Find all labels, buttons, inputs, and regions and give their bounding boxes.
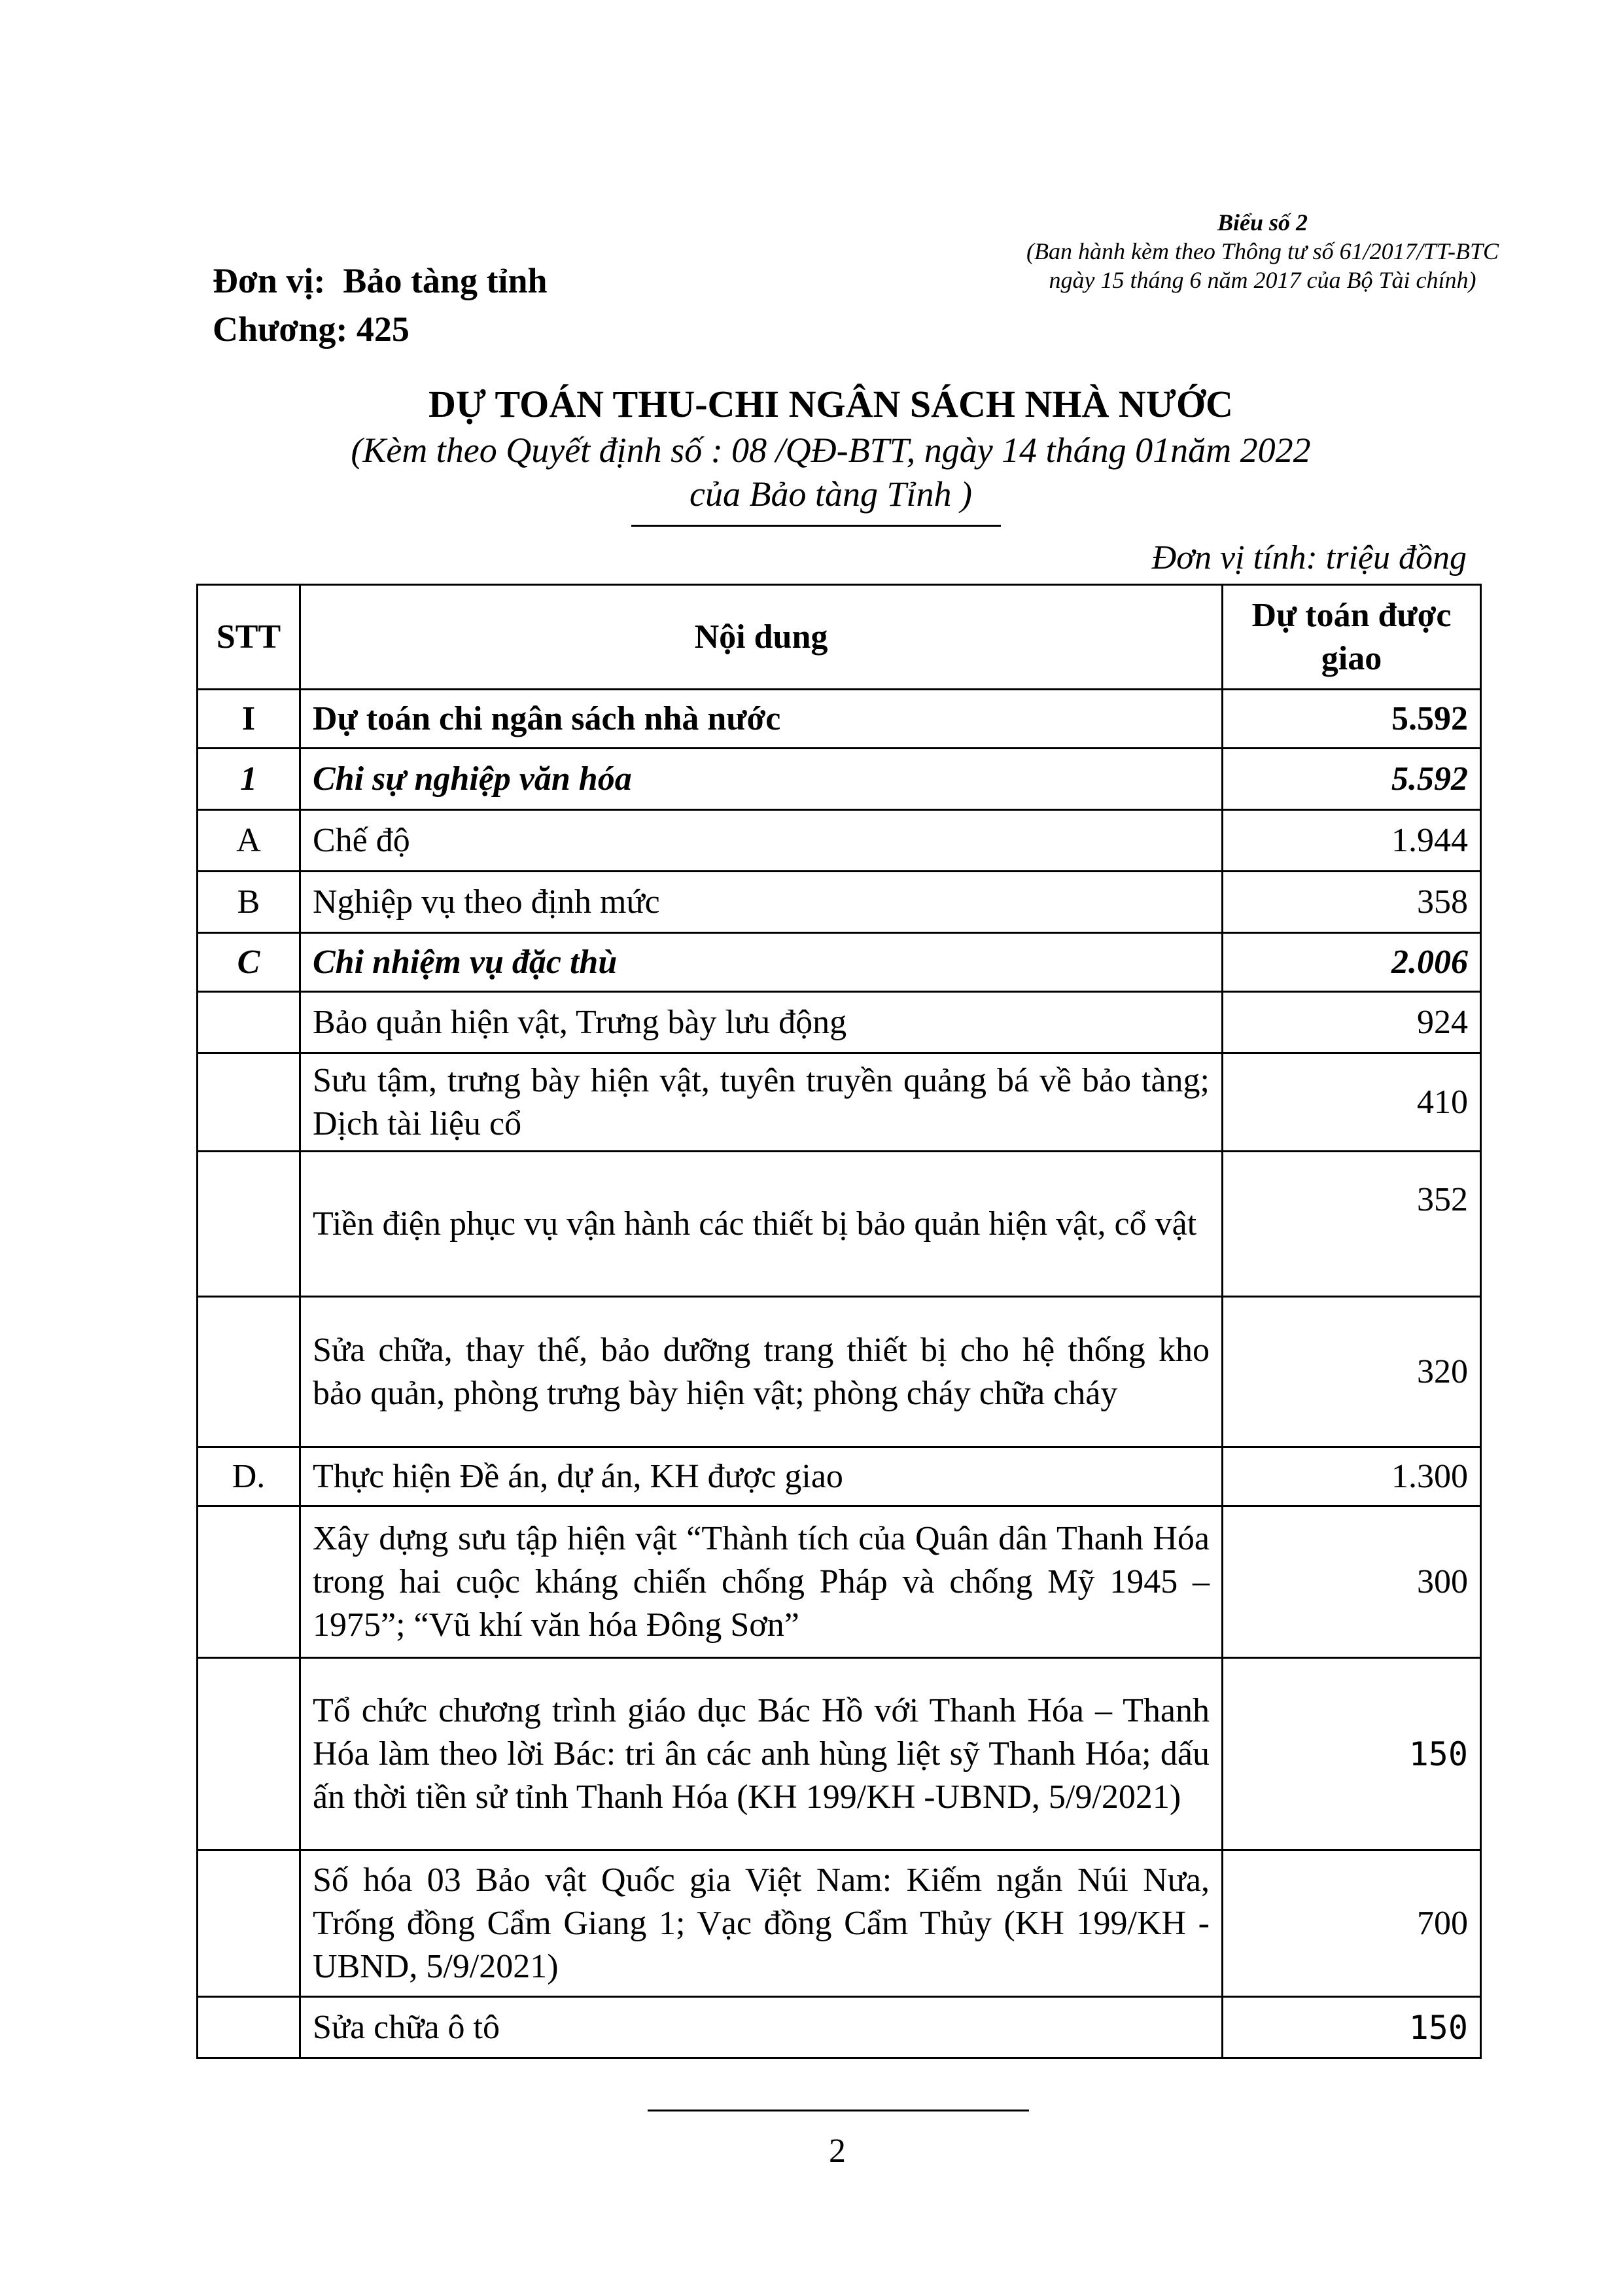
row-stt <box>198 992 300 1053</box>
row-stt: I <box>198 690 300 749</box>
table-row <box>198 1658 1481 1850</box>
row-content: Nghiệp vụ theo định mức <box>300 872 1223 933</box>
unit-value: Bảo tàng tỉnh <box>343 261 548 300</box>
table-row <box>198 933 1481 992</box>
row-content: Sửa chữa, thay thế, bảo dưỡng trang thiết bị cho hệ thống kho bảo quản, phòng trưng bày hiện vật; phòng cháy chữa cháy <box>300 1297 1223 1447</box>
unit-block <box>213 256 548 353</box>
row-stt <box>198 1297 300 1447</box>
row-amount: 150 <box>1223 1997 1481 2058</box>
title-underline <box>631 525 1001 527</box>
row-amount: 1.944 <box>1223 810 1481 872</box>
decision-issuer: của Bảo tàng Tỉnh ) <box>689 474 972 514</box>
row-amount: 320 <box>1223 1297 1481 1447</box>
table-row <box>198 1997 1481 2058</box>
table-row <box>198 1053 1481 1152</box>
table-row <box>198 1447 1481 1506</box>
row-amount: 352 <box>1223 1152 1481 1297</box>
header-amount <box>1223 585 1481 690</box>
form-issued-line2: ngày 15 tháng 6 năm 2017 của Bộ Tài chính) <box>1049 267 1476 293</box>
table-row <box>198 690 1481 749</box>
table-row <box>198 1152 1481 1297</box>
table-row <box>198 1506 1481 1658</box>
chapter-line <box>213 305 548 353</box>
row-amount: 410 <box>1223 1053 1481 1152</box>
table-header-row <box>198 585 1481 690</box>
form-number: Biểu số 2 <box>1217 209 1308 236</box>
row-content: Thực hiện Đề án, dự án, KH được giao <box>300 1447 1223 1506</box>
row-stt <box>198 1658 300 1850</box>
table-row <box>198 1850 1481 1997</box>
chapter-label: Chương: <box>213 309 348 349</box>
table-row <box>198 992 1481 1053</box>
row-content: Chế độ <box>300 810 1223 872</box>
row-content: Chi nhiệm vụ đặc thù <box>300 933 1223 992</box>
row-stt: D. <box>198 1447 300 1506</box>
header-amount-line1: Dự toán được <box>1251 596 1452 634</box>
row-stt: B <box>198 872 300 933</box>
row-stt: C <box>198 933 300 992</box>
row-stt: A <box>198 810 300 872</box>
table-row <box>198 749 1481 810</box>
row-content: Tổ chức chương trình giáo dục Bác Hồ với Thanh Hóa – Thanh Hóa làm theo lời Bác: tri ân các anh hùng liệt sỹ Thanh Hóa; dấu ấn thời tiền sử tỉnh Thanh Hóa (KH 199/KH -UBND, 5/9/2021) <box>300 1658 1223 1850</box>
table-row <box>198 872 1481 933</box>
table-row <box>198 810 1481 872</box>
row-amount: 5.592 <box>1223 690 1481 749</box>
row-stt <box>198 1053 300 1152</box>
header-amount-line2: giao <box>1321 639 1382 677</box>
row-content: Sưu tậm, trưng bày hiện vật, tuyên truyền quảng bá về bảo tàng; Dịch tài liệu cổ <box>300 1053 1223 1152</box>
row-amount: 2.006 <box>1223 933 1481 992</box>
row-content: Số hóa 03 Bảo vật Quốc gia Việt Nam: Kiếm ngắn Núi Nưa, Trống đồng Cẩm Giang 1; Vạc đồng Cẩm Thủy (KH 199/KH -UBND, 5/9/2021) <box>300 1850 1223 1997</box>
row-content: Sửa chữa ô tô <box>300 1997 1223 2058</box>
footer-rule <box>648 2110 1029 2111</box>
page-number: 2 <box>829 2132 846 2170</box>
row-amount: 300 <box>1223 1506 1481 1658</box>
row-amount: 700 <box>1223 1850 1481 1997</box>
currency-unit: Đơn vị tính: triệu đồng <box>1151 539 1467 576</box>
form-reference <box>955 208 1570 294</box>
row-content: Bảo quản hiện vật, Trưng bày lưu động <box>300 992 1223 1053</box>
header-stt: STT <box>198 585 300 690</box>
chapter-value: 425 <box>356 309 410 349</box>
row-amount: 150 <box>1223 1658 1481 1850</box>
unit-line <box>213 256 548 305</box>
document-title: DỰ TOÁN THU-CHI NGÂN SÁCH NHÀ NƯỚC <box>428 383 1233 425</box>
row-stt <box>198 1152 300 1297</box>
row-content: Chi sự nghiệp văn hóa <box>300 749 1223 810</box>
row-stt: 1 <box>198 749 300 810</box>
budget-table <box>196 584 1482 2059</box>
row-amount: 1.300 <box>1223 1447 1481 1506</box>
row-amount: 358 <box>1223 872 1481 933</box>
unit-label: Đơn vị: <box>213 261 326 300</box>
form-issued-line1: (Ban hành kèm theo Thông tư số 61/2017/TT-BTC <box>1026 238 1499 264</box>
row-amount: 5.592 <box>1223 749 1481 810</box>
row-amount: 924 <box>1223 992 1481 1053</box>
row-stt <box>198 1850 300 1997</box>
decision-reference: (Kèm theo Quyết định số : 08 /QĐ-BTT, ngày 14 tháng 01năm 2022 <box>351 431 1311 470</box>
row-content: Dự toán chi ngân sách nhà nước <box>300 690 1223 749</box>
header-content: Nội dung <box>300 585 1223 690</box>
table-row <box>198 1297 1481 1447</box>
row-stt <box>198 1506 300 1658</box>
title-block <box>196 381 1465 516</box>
row-stt <box>198 1997 300 2058</box>
row-content: Xây dựng sưu tập hiện vật “Thành tích của Quân dân Thanh Hóa trong hai cuộc kháng chiến chống Pháp và chống Mỹ 1945 – 1975”; “Vũ khí văn hóa Đông Sơn” <box>300 1506 1223 1658</box>
row-content: Tiền điện phục vụ vận hành các thiết bị bảo quản hiện vật, cổ vật <box>300 1152 1223 1297</box>
